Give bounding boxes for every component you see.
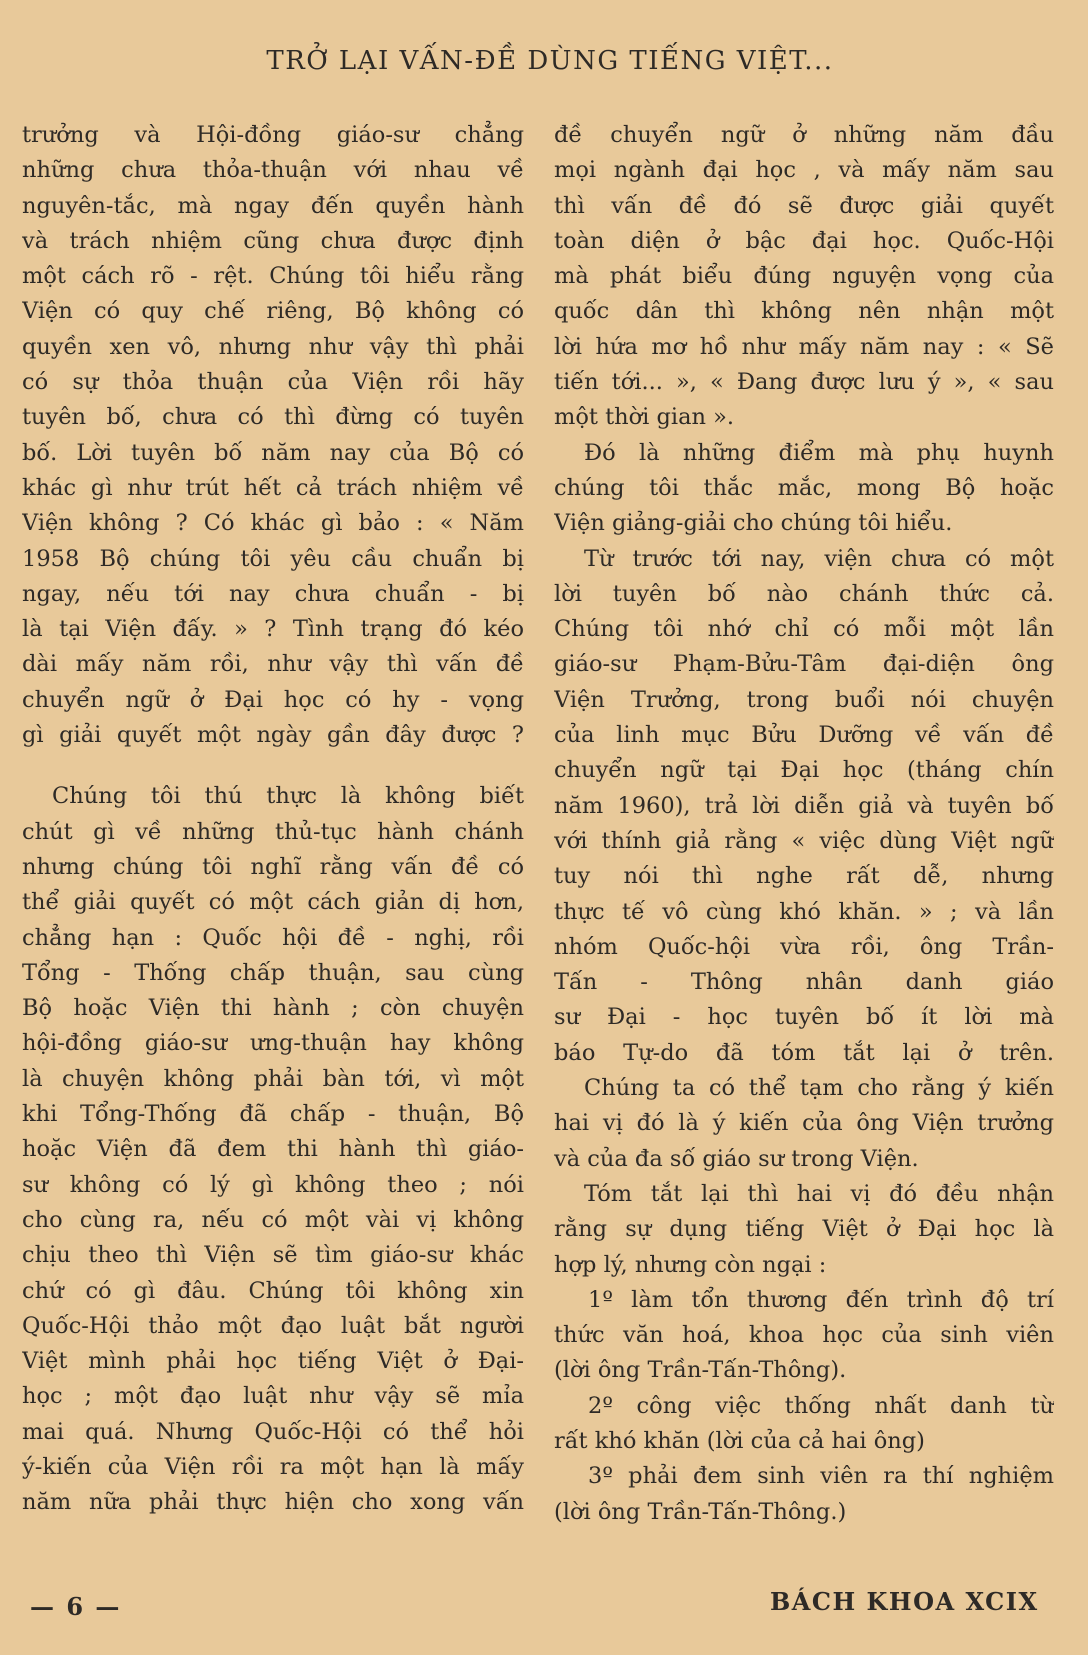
text-line: là chuyện không phải bàn tới, vì một	[22, 1065, 524, 1092]
text-line: (lời ông Trần-Tấn-Thông.)	[554, 1498, 847, 1525]
text-line: Viện không ? Có khác gì bảo : « Năm	[22, 510, 524, 537]
text-line: thể giải quyết có một cách giản dị hơn,	[22, 889, 524, 916]
text-line: chứ có gì đâu. Chúng tôi không xin	[22, 1277, 524, 1304]
text-line: hoặc Viện đã đem thi hành thì giáo-	[22, 1136, 524, 1163]
text-line: Viện có quy chế riêng, Bộ không có	[22, 298, 524, 325]
text-line: toàn diện ở bậc đại học. Quốc-Hội	[554, 227, 1054, 254]
text-line: nhóm Quốc-hội vừa rồi, ông Trần-	[554, 933, 1054, 960]
text-line: báo Tự-do đã tóm tắt lại ở trên.	[554, 1039, 1054, 1066]
text-line: Tổng - Thống chấp thuận, sau cùng	[22, 959, 524, 986]
text-line: một thời gian ».	[554, 404, 735, 431]
text-line: nhưng chúng tôi nghĩ rằng vấn đề có	[22, 853, 524, 880]
text-line: hội-đồng giáo-sư ưng-thuận hay không	[22, 1030, 524, 1057]
text-line: 3º phải đem sinh viên ra thí nghiệm	[588, 1463, 1054, 1490]
text-line: học ; một đạo luật như vậy sẽ mỉa	[22, 1383, 524, 1410]
text-line: dài mấy năm rồi, như vậy thì vấn đề	[22, 651, 524, 678]
text-line: chúng tôi thắc mắc, mong Bộ hoặc	[554, 474, 1054, 501]
text-line: sư không có lý gì không theo ; nói	[22, 1171, 524, 1198]
paragraph-gap	[22, 753, 524, 779]
text-line: trưởng và Hội-đồng giáo-sư chẳng	[22, 122, 524, 148]
text-line: đề chuyển ngữ ở những năm đầu	[554, 122, 1054, 148]
text-line: 1º làm tổn thương đến trình độ trí	[588, 1286, 1054, 1313]
text-line: và của đa số giáo sư trong Viện.	[554, 1145, 919, 1172]
text-line: 1958 Bộ chúng tôi yêu cầu chuẩn bị	[22, 545, 524, 572]
text-line: năm 1960), trả lời diễn giả và tuyên bố	[554, 792, 1054, 819]
text-line: của linh mục Bửu Dưỡng về vấn đề	[554, 722, 1054, 749]
text-line: Bộ hoặc Viện thi hành ; còn chuyện	[22, 995, 524, 1022]
text-line: chịu theo thì Viện sẽ tìm giáo-sư khác	[22, 1242, 524, 1269]
text-line: thì vấn đề đó sẽ được giải quyết	[554, 192, 1054, 219]
text-line: chuyển ngữ ở Đại học có hy - vọng	[22, 686, 524, 713]
text-line: quyền xen vô, nhưng như vậy thì phải	[22, 333, 524, 360]
text-line: một cách rõ - rệt. Chúng tôi hiểu rằng	[22, 263, 524, 290]
text-line: 2º công việc thống nhất danh từ	[588, 1392, 1054, 1419]
text-line: Viện Trưởng, trong buổi nói chuyện	[554, 686, 1054, 713]
left-column	[22, 118, 524, 1521]
text-line: rất khó khăn (lời của cả hai ông)	[554, 1427, 925, 1454]
publication-name: BÁCH KHOA XCIX	[770, 1587, 1039, 1616]
text-line: tiến tới... », « Đang được lưu ý », « sau	[554, 369, 1054, 396]
text-line: (lời ông Trần-Tấn-Thông).	[554, 1357, 847, 1384]
page-number: — 6 —	[30, 1592, 122, 1621]
text-line: Việt mình phải học tiếng Việt ở Đại-	[22, 1348, 524, 1375]
text-line: Viện giảng-giải cho chúng tôi hiểu.	[554, 510, 953, 537]
text-line: rằng sự dụng tiếng Việt ở Đại học là	[554, 1216, 1054, 1243]
text-line: Chúng tôi thú thực là không biết	[52, 783, 524, 810]
text-line: mà phát biểu đúng nguyện vọng của	[554, 263, 1054, 290]
text-line: tuy nói thì nghe rất dễ, nhưng	[554, 863, 1054, 890]
text-line: những chưa thỏa-thuận với nhau về	[22, 157, 524, 184]
text-line: thức văn hoá, khoa học của sinh viên	[554, 1322, 1054, 1349]
text-line: gì giải quyết một ngày gần đây được ?	[22, 722, 524, 749]
text-line: lời hứa mơ hồ như mấy năm nay : « Sẽ	[554, 333, 1054, 360]
text-line: chuyển ngữ tại Đại học (tháng chín	[554, 757, 1054, 784]
running-title: TRỞ LẠI VẤN-ĐỀ DÙNG TIẾNG VIỆT...	[266, 46, 834, 76]
right-column	[554, 118, 1054, 1530]
text-line: Tóm tắt lại thì hai vị đó đều nhận	[584, 1180, 1054, 1207]
text-line: cho cùng ra, nếu có một vài vị không	[22, 1206, 524, 1233]
text-line: hai vị đó là ý kiến của ông Viện trưởng	[554, 1110, 1054, 1137]
text-line: với thính giả rằng « việc dùng Việt ngữ	[554, 827, 1054, 854]
text-line: khi Tổng-Thống đã chấp - thuận, Bộ	[22, 1101, 524, 1128]
text-line: lời tuyên bố nào chánh thức cả.	[554, 580, 1054, 607]
text-line: và trách nhiệm cũng chưa được định	[22, 227, 524, 254]
text-line: Quốc-Hội thảo một đạo luật bắt người	[22, 1312, 524, 1339]
text-line: thực tế vô cùng khó khăn. » ; và lần	[554, 898, 1054, 925]
text-line: khác gì như trút hết cả trách nhiệm về	[22, 474, 524, 501]
text-line: Chúng ta có thể tạm cho rằng ý kiến	[584, 1075, 1054, 1102]
text-line: Tấn - Thông nhân danh giáo	[554, 969, 1054, 996]
text-line: Từ trước tới nay, viện chưa có một	[584, 545, 1054, 572]
text-line: giáo-sư Phạm-Bửu-Tâm đại-diện ông	[554, 651, 1054, 678]
text-line: chút gì về những thủ-tục hành chánh	[22, 818, 524, 845]
text-line: bố. Lời tuyên bố năm nay của Bộ có	[22, 439, 524, 466]
text-line: mọi ngành đại học , và mấy năm sau	[554, 157, 1054, 184]
text-line: tuyên bố, chưa có thì đừng có tuyên	[22, 404, 524, 431]
text-line: chẳng hạn : Quốc hội đề - nghị, rồi	[22, 924, 524, 951]
text-line: năm nữa phải thực hiện cho xong vấn	[22, 1489, 524, 1516]
text-line: Chúng tôi nhớ chỉ có mỗi một lần	[554, 616, 1054, 643]
text-line: mai quá. Nhưng Quốc-Hội có thể hỏi	[22, 1418, 524, 1445]
text-line: hợp lý, nhưng còn ngại :	[554, 1251, 827, 1278]
text-line: sư Đại - học tuyên bố ít lời mà	[554, 1004, 1054, 1031]
text-line: quốc dân thì không nên nhận một	[554, 298, 1054, 325]
text-line: là tại Viện đấy. » ? Tình trạng đó kéo	[22, 616, 524, 643]
text-line: có sự thỏa thuận của Viện rồi hãy	[22, 369, 524, 396]
text-line: ý-kiến của Viện rồi ra một hạn là mấy	[22, 1453, 524, 1480]
text-line: ngay, nếu tới nay chưa chuẩn - bị	[22, 580, 524, 607]
text-line: Đó là những điểm mà phụ huynh	[584, 439, 1054, 466]
text-line: nguyên-tắc, mà ngay đến quyền hành	[22, 192, 524, 219]
